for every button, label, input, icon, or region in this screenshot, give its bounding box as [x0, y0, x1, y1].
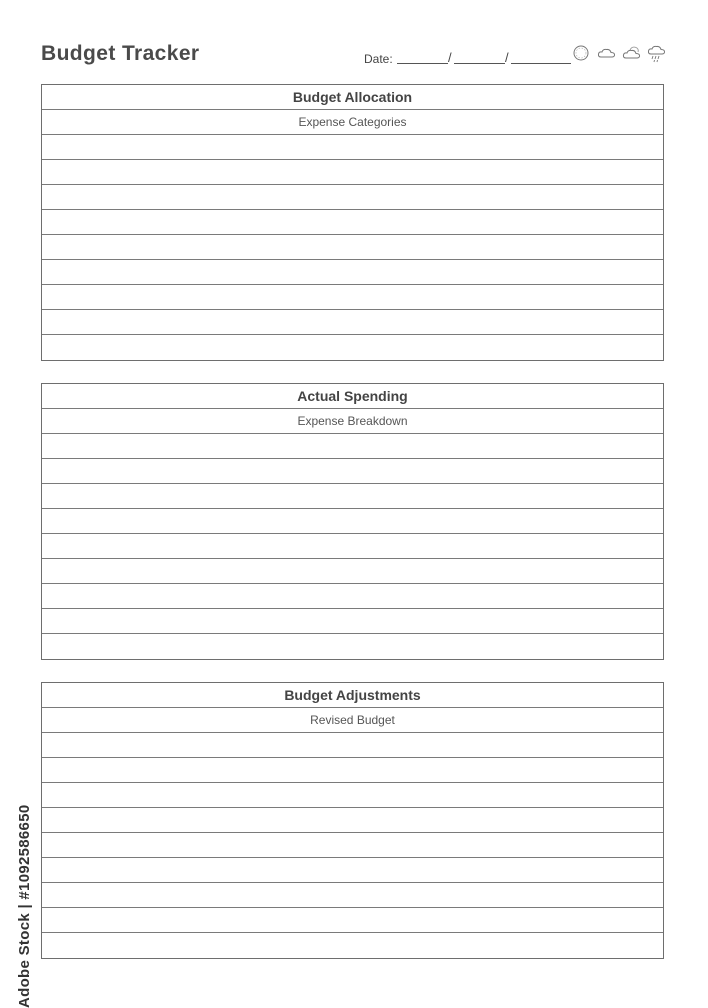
writing-line[interactable] — [42, 833, 663, 858]
writing-line[interactable] — [42, 335, 663, 360]
writing-line[interactable] — [42, 185, 663, 210]
section-subtitle: Expense Breakdown — [297, 414, 408, 428]
section-actual-spending — [41, 383, 664, 660]
writing-line[interactable] — [42, 808, 663, 833]
section-subtitle: Revised Budget — [310, 713, 395, 727]
rain-icon[interactable] — [647, 44, 667, 64]
writing-line[interactable] — [42, 609, 663, 634]
section-budget-allocation — [41, 84, 664, 361]
date-month-blank[interactable] — [454, 63, 505, 64]
cloud-icon[interactable] — [597, 44, 617, 62]
writing-line[interactable] — [42, 459, 663, 484]
writing-line[interactable] — [42, 584, 663, 609]
writing-line[interactable] — [42, 733, 663, 758]
section-title: Actual Spending — [297, 388, 408, 404]
section-budget-adjustments — [41, 682, 664, 959]
writing-line[interactable] — [42, 534, 663, 559]
writing-line[interactable] — [42, 434, 663, 459]
writing-line[interactable] — [42, 908, 663, 933]
date-label: Date: — [364, 52, 393, 66]
writing-line[interactable] — [42, 210, 663, 235]
date-day-blank[interactable] — [397, 63, 448, 64]
section-title: Budget Allocation — [292, 89, 413, 105]
date-separator: / — [448, 50, 452, 65]
writing-line[interactable] — [42, 285, 663, 310]
watermark-text: Adobe Stock | #1092586650 — [16, 804, 33, 1008]
writing-line[interactable] — [42, 758, 663, 783]
writing-line[interactable] — [42, 484, 663, 509]
section-subtitle: Expense Categories — [298, 115, 407, 129]
writing-line[interactable] — [42, 310, 663, 335]
writing-line[interactable] — [42, 260, 663, 285]
sun-icon[interactable] — [572, 44, 590, 62]
page-title: Budget Tracker — [41, 42, 200, 65]
writing-line[interactable] — [42, 783, 663, 808]
writing-line[interactable] — [42, 235, 663, 260]
date-year-blank[interactable] — [511, 63, 571, 64]
section-title: Budget Adjustments — [284, 687, 421, 703]
writing-line[interactable] — [42, 933, 663, 958]
writing-line[interactable] — [42, 160, 663, 185]
date-separator: / — [505, 50, 509, 65]
writing-line[interactable] — [42, 634, 663, 659]
writing-line[interactable] — [42, 858, 663, 883]
writing-line[interactable] — [42, 135, 663, 160]
writing-line[interactable] — [42, 883, 663, 908]
writing-line[interactable] — [42, 559, 663, 584]
partly-cloudy-icon[interactable] — [622, 44, 642, 62]
writing-line[interactable] — [42, 509, 663, 534]
